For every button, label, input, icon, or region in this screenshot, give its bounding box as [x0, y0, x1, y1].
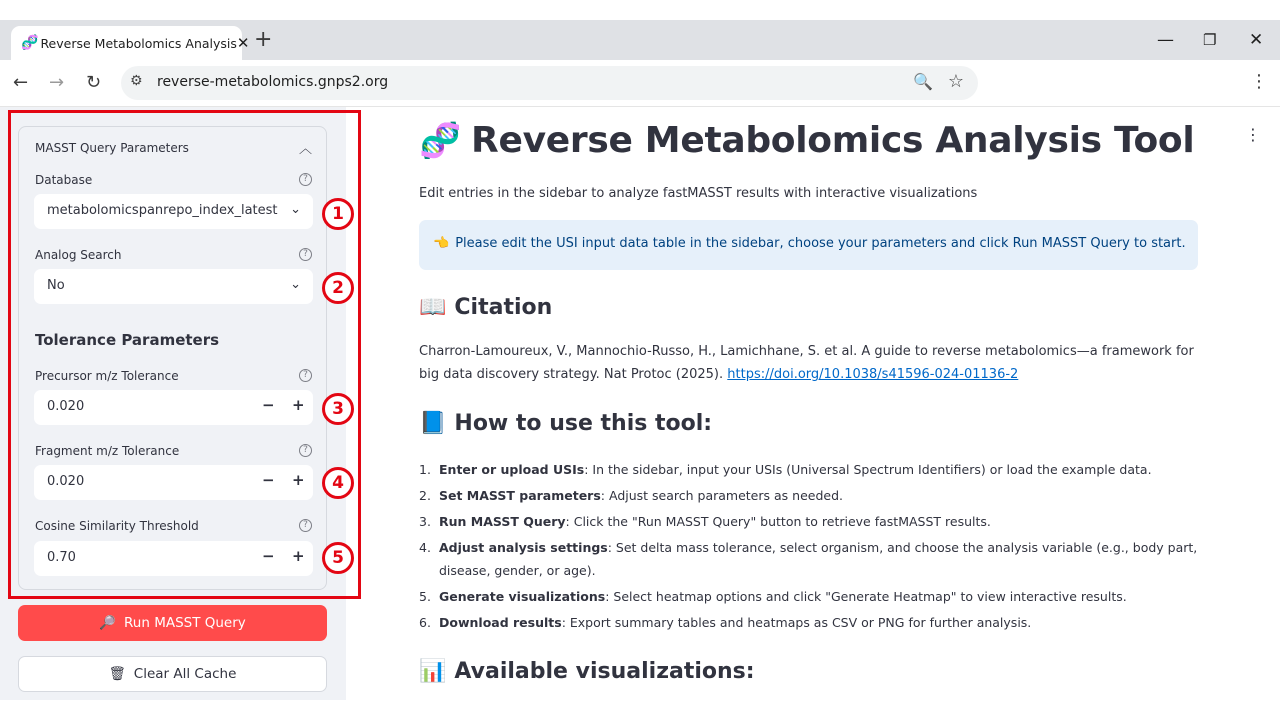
howto-heading	[419, 411, 712, 436]
bookmark-star-icon[interactable]: ☆	[947, 71, 964, 92]
window-close-icon[interactable]: ✕	[1249, 30, 1264, 50]
dna-icon: 🧬	[21, 35, 39, 51]
annotation-marker: 5	[322, 542, 354, 574]
bar-chart-icon: 📊	[419, 659, 447, 684]
tab-title: Reverse Metabolomics Analysis	[40, 35, 237, 51]
list-item: 5. Generate visualizations: Select heatmap options and click "Generate Heatmap" to view interactive results.	[419, 589, 1127, 604]
address-bar[interactable]	[121, 66, 978, 100]
help-icon[interactable]: ?	[299, 369, 312, 382]
viz-heading	[419, 659, 755, 684]
browser-toolbar	[0, 60, 1280, 107]
database-label: Database	[35, 173, 93, 187]
list-item: 2. Set MASST parameters: Adjust search parameters as needed.	[419, 488, 843, 503]
list-item: 4. Adjust analysis settings: Set delta mass tolerance, select organism, and choose the analysis variable (e.g., body part, disease, gender, or age).	[419, 540, 1198, 578]
tab-strip	[0, 20, 1280, 60]
close-icon[interactable]: ✕	[236, 34, 250, 52]
analog-label: Analog Search	[35, 248, 122, 262]
back-icon[interactable]: ←	[13, 72, 29, 93]
citation-link[interactable]: https://doi.org/10.1038/s41596-024-01136-2	[727, 367, 1019, 382]
annotation-frame	[8, 110, 361, 599]
page-title	[419, 120, 1194, 161]
decrement-button[interactable]: −	[262, 471, 275, 489]
precursor-label: Precursor m/z Tolerance	[35, 369, 179, 383]
pointing-hand-icon: 👈	[433, 236, 450, 251]
browser-tab[interactable]	[11, 26, 250, 60]
page-title-text: Reverse Metabolomics Analysis Tool	[471, 120, 1195, 161]
increment-button[interactable]: +	[292, 396, 305, 414]
citation-text	[419, 340, 1199, 386]
run-masst-query-button[interactable]	[18, 605, 327, 641]
annotation-marker: 4	[322, 467, 354, 499]
citation-heading	[419, 295, 552, 320]
info-alert	[419, 220, 1198, 270]
chevron-up-icon[interactable]: ︿	[298, 142, 312, 157]
decrement-button[interactable]: −	[262, 396, 275, 414]
help-icon[interactable]: ?	[299, 519, 312, 532]
chevron-down-icon: ⌄	[290, 277, 301, 292]
url-text[interactable]: reverse-metabolomics.gnps2.org	[157, 74, 389, 90]
increment-button[interactable]: +	[292, 471, 305, 489]
blue-book-icon: 📘	[419, 411, 447, 436]
magnifier-icon: 🔎	[99, 615, 117, 631]
increment-button[interactable]: +	[292, 547, 305, 565]
wastebasket-icon: 🗑	[108, 666, 126, 682]
page-subtitle: Edit entries in the sidebar to analyze fastMASST results with interactive visualizations	[419, 186, 978, 201]
chevron-down-icon: ⌄	[290, 202, 301, 217]
annotation-marker: 2	[322, 272, 354, 304]
minimize-icon[interactable]: —	[1157, 30, 1174, 50]
list-item: 1. Enter or upload USIs: In the sidebar, input your USIs (Universal Spectrum Identifiers) or load the example data.	[419, 462, 1152, 477]
help-icon[interactable]: ?	[299, 444, 312, 457]
new-tab-button[interactable]: +	[254, 27, 273, 52]
fragment-label: Fragment m/z Tolerance	[35, 444, 180, 458]
zoom-icon[interactable]: 🔍	[913, 72, 933, 91]
precursor-value[interactable]: 0.020	[47, 399, 85, 414]
browser-menu-icon[interactable]: ⋮	[1250, 71, 1268, 92]
list-item: 3. Run MASST Query: Click the "Run MASST Query" button to retrieve fastMASST results.	[419, 514, 991, 529]
restore-icon[interactable]: ❐	[1203, 31, 1217, 49]
fragment-value[interactable]: 0.020	[47, 474, 85, 489]
citation-body: Charron-Lamoureux, V., Mannochio-Russo, H., Lamichhane, S. et al. A guide to reverse metabolomics—a framework for big data discovery strategy. Nat Protoc (2025).	[419, 344, 1194, 382]
info-text: Please edit the USI input data table in the sidebar, choose your parameters and click Run MASST Query to start.	[455, 236, 1186, 251]
cosine-label: Cosine Similarity Threshold	[35, 519, 199, 533]
citation-heading-text: Citation	[454, 295, 553, 320]
reload-icon[interactable]: ↻	[86, 72, 102, 93]
viz-heading-text: Available visualizations:	[454, 659, 755, 684]
howto-heading-text: How to use this tool:	[454, 411, 713, 436]
app-menu-icon[interactable]: ⋮	[1245, 125, 1261, 144]
annotation-marker: 1	[322, 198, 354, 230]
list-item: 6. Download results: Export summary tables and heatmaps as CSV or PNG for further analysis.	[419, 615, 1032, 630]
dna-icon: 🧬	[419, 121, 462, 161]
database-value: metabolomicspanrepo_index_latest	[47, 203, 278, 218]
site-settings-icon[interactable]: ⚙	[130, 73, 143, 89]
tolerance-title: Tolerance Parameters	[35, 331, 220, 349]
forward-icon[interactable]: →	[49, 72, 65, 93]
help-icon[interactable]: ?	[299, 248, 312, 261]
analog-value: No	[47, 278, 65, 293]
open-book-icon: 📖	[419, 295, 447, 320]
run-button-label: Run MASST Query	[124, 615, 246, 631]
clear-button-label: Clear All Cache	[133, 666, 237, 682]
annotation-marker: 3	[322, 393, 354, 425]
clear-cache-button[interactable]	[18, 656, 327, 692]
cosine-value[interactable]: 0.70	[47, 550, 76, 565]
howto-steps	[419, 458, 1199, 637]
decrement-button[interactable]: −	[262, 547, 275, 565]
help-icon[interactable]: ?	[299, 173, 312, 186]
params-header[interactable]: MASST Query Parameters	[35, 141, 189, 155]
